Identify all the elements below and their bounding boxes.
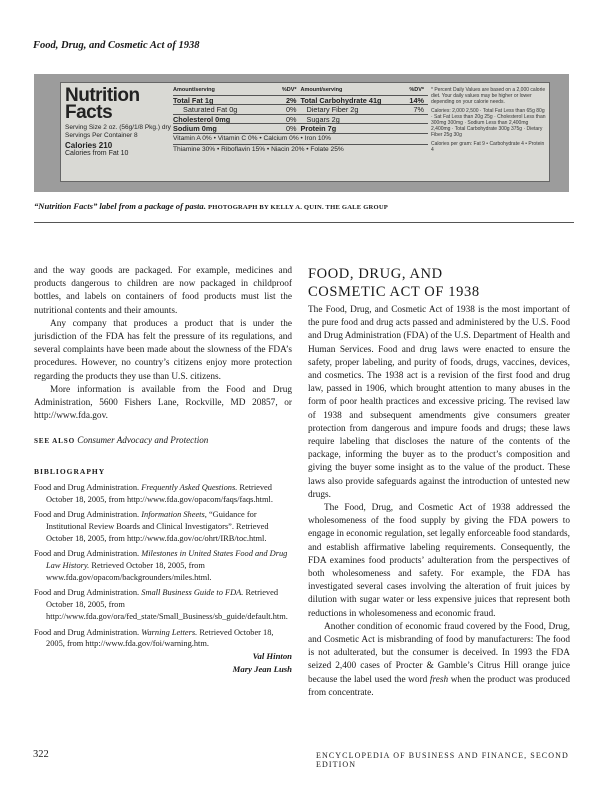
dv-table-text: Calories: 2,000 2,500 · Total Fat Less than 65g 80g · Sat Fat Less than 20g 25g · Cholesterol Less than 300mg 300mg · Sodium Less than 2,400mg 2,400mg · Total Carbohydrate 300g 375g · Dietary Fiber 25g 30g <box>431 107 546 139</box>
see-also-link[interactable]: Consumer Advocacy and Protection <box>77 435 209 446</box>
caption-rule <box>34 222 574 223</box>
daily-value-footnote <box>431 87 547 153</box>
nutrient-grid <box>173 86 428 155</box>
paragraph: The Food, Drug, and Cosmetic Act of 1938 is the most important of the pure food and drug acts passed and administered by the U.S. Food and Drug Administration (FDA) of the U.S. Department of Health and Human Services. Food and drug laws were enacted to ensure the safety, proper labeling, and purity of foods, drugs, vaccines, devices, and cosmetics. The 1938 act is a revision of the first food and drug law, passed in 1906, which brought attention to many abuses in the form of poor health practices and excessive pricing. The revised law of 1938 and subsequent amendments give consumers greater protection from dangerous and impure foods and drugs; these laws require labeling that discloses the nature of the contents of the package, informing the buyer as to the product’s composition and giving the buyer some insight as to the value of the product. These laws also provide safeguards against the introduction of untested new drugs. <box>308 305 570 500</box>
paragraph: More information is available from the Food and Drug Administration, 5600 Fishers Lane, Rockville, MD 20857, or http://www.fda.gov. <box>34 384 292 422</box>
nutrient-dv: 7% <box>413 105 424 115</box>
label-title-line1: Nutrition <box>65 85 140 106</box>
left-column <box>34 265 292 650</box>
nutrient-row <box>173 105 428 115</box>
paragraph: and the way goods are packaged. For example, medicines and products dangerous to children are now packaged in childproof bottles, and labels on containers of food products must list the nutritional contents and their amounts. <box>34 266 292 316</box>
section-title-line1: FOOD, DRUG, AND <box>308 266 443 282</box>
paragraph: Any company that produces a product that is under the jurisdiction of the FDA has felt the pressure of its regulations, and several complaints have been made about the slowness of the FDA’s procedures. However, no country’s citizens enjoy more protection regarding the products they use than U.S. citizens. <box>34 318 292 382</box>
author-name: Val Hinton <box>252 651 292 661</box>
bibliography-entry: Food and Drug Administration. Frequently Asked Questions. Retrieved October 18, 2005, from http://www.fda.gov/opacom/faqs/faqs.html. <box>34 482 273 504</box>
vitamins-line1: Vitamin A 0% • Vitamin C 0% • Calcium 0% • Iron 10% <box>173 134 428 145</box>
nutrient-name: Sugars 2g <box>306 114 340 124</box>
bibliography-heading: BIBLIOGRAPHY <box>34 466 106 476</box>
see-also-label: SEE ALSO <box>34 437 75 446</box>
nutrient-name: Total Carbohydrate 41g <box>300 95 382 105</box>
bibliography-entry: Food and Drug Administration. Warning Letters. Retrieved October 18, 2005, from http://www.fda.gov/foi/warning.htm. <box>34 627 274 649</box>
photo-credit: PHOTOGRAPH BY KELLY A. QUIN. THE GALE GROUP <box>208 204 389 211</box>
header-amount-left: Amount/serving <box>173 87 215 93</box>
nutrient-dv: 0% <box>285 105 297 115</box>
serving-size: Serving Size 2 oz. (56g/1/8 Pkg.) dry <box>65 124 171 131</box>
nutrient-name: Dietary Fiber 2g <box>306 105 359 115</box>
nutrient-name: Cholesterol 0mg <box>173 114 231 124</box>
page-number: 322 <box>33 749 49 760</box>
paragraph: Another condition of economic fraud covered by the Food, Drug, and Cosmetic Act is misbranding of food by manufacturers: The food is not adulterated, but the consumer is deceived. In 1993 the FDA seized 2,400 cases of Procter & Gamble’s Citrus Hill orange juice because the label used the word fresh when the product was produced from concentrate. <box>308 621 570 698</box>
caption-text: “Nutrition Facts” label from a package of pasta. <box>34 201 206 211</box>
section-title-line2: COSMETIC ACT OF 1938 <box>308 283 480 300</box>
header-dv-left: %DV* <box>281 87 297 93</box>
bibliography-entry: Food and Drug Administration. Small Business Guide to FDA. Retrieved October 18, 2005, from http://www.fda.gov/ora/fed_state/Small_Business/sb_guide/default.htm. <box>34 588 288 621</box>
nutrient-dv: 0% <box>285 124 297 134</box>
bibliography-entry: Food and Drug Administration. Information Sheets, “Guidance for Institutional Review Boards and Clinical Investigators”. Retrieved October 18, 2005, from http://www.fda.gov/oc/ohrt/IRB/toc.html. <box>34 510 269 543</box>
figure-caption <box>34 201 574 211</box>
see-also <box>34 434 292 448</box>
calories-from-fat: Calories from Fat 10 <box>65 150 129 157</box>
footnote-text: * Percent Daily Values are based on a 2,000 calorie diet. Your daily values may be higher or lower depending on your calorie needs. <box>431 87 546 106</box>
nutrient-dv: 0% <box>285 114 297 124</box>
nutrient-name: Total Fat 1g <box>173 95 214 105</box>
servings-per-container: Servings Per Container 8 <box>65 132 138 139</box>
section-title <box>308 266 570 301</box>
nutrient-row <box>173 124 428 134</box>
nutrient-dv: 14% <box>409 95 424 105</box>
nutrition-facts-label <box>60 82 550 182</box>
nutrient-dv: 2% <box>285 95 297 105</box>
nutrient-row <box>173 115 428 125</box>
vitamins-line2: Thiamine 30% • Riboflavin 15% • Niacin 20% • Folate 25% <box>173 145 344 153</box>
nutrient-row <box>173 96 428 106</box>
label-summary <box>65 87 173 158</box>
header-dv-right: %DV* <box>409 87 424 93</box>
footer-book-title: ENCYCLOPEDIA OF BUSINESS AND FINANCE, SECOND EDITION <box>316 751 569 769</box>
nutrition-label-photo <box>34 74 569 192</box>
nutrient-name: Protein 7g <box>300 124 337 134</box>
nutrient-name: Sodium 0mg <box>173 124 217 134</box>
label-title-line2: Facts <box>65 102 113 123</box>
article-authors <box>180 650 292 676</box>
calories: Calories 210 <box>65 141 113 150</box>
calories-per-gram: Calories per gram: Fat 9 • Carbohydrate 4 • Protein 4 <box>431 140 545 153</box>
author-name: Mary Jean Lush <box>232 664 292 674</box>
nutrient-name: Saturated Fat 0g <box>183 105 238 115</box>
header-amount-right: Amount/serving <box>300 87 343 93</box>
right-column <box>308 266 570 700</box>
paragraph: The Food, Drug, and Cosmetic Act of 1938 addressed the wholesomeness of the food supply by giving the FDA powers to engage in economic regulation, set legally enforceable food standards, and establish affirmative labeling requirements. Consequently, the FDA examines food products’ adulteration from the perspectives of both wholesomeness and safety. For example, the FDA has investigated several cases involving the alteration of fruit juices by dilution with sugar water or less expensive juices that represent both reductions in wholesomeness and economic fraud. <box>308 503 570 619</box>
label-title <box>65 87 173 121</box>
bibliography-entry: Food and Drug Administration. Milestones in United States Food and Drug Law History. Retrieved October 18, 2005, from www.fda.gov/opacom/backgrounders/miles.html. <box>34 549 288 582</box>
nutrient-header-row <box>173 86 428 96</box>
running-head: Food, Drug, and Cosmetic Act of 1938 <box>33 40 200 51</box>
